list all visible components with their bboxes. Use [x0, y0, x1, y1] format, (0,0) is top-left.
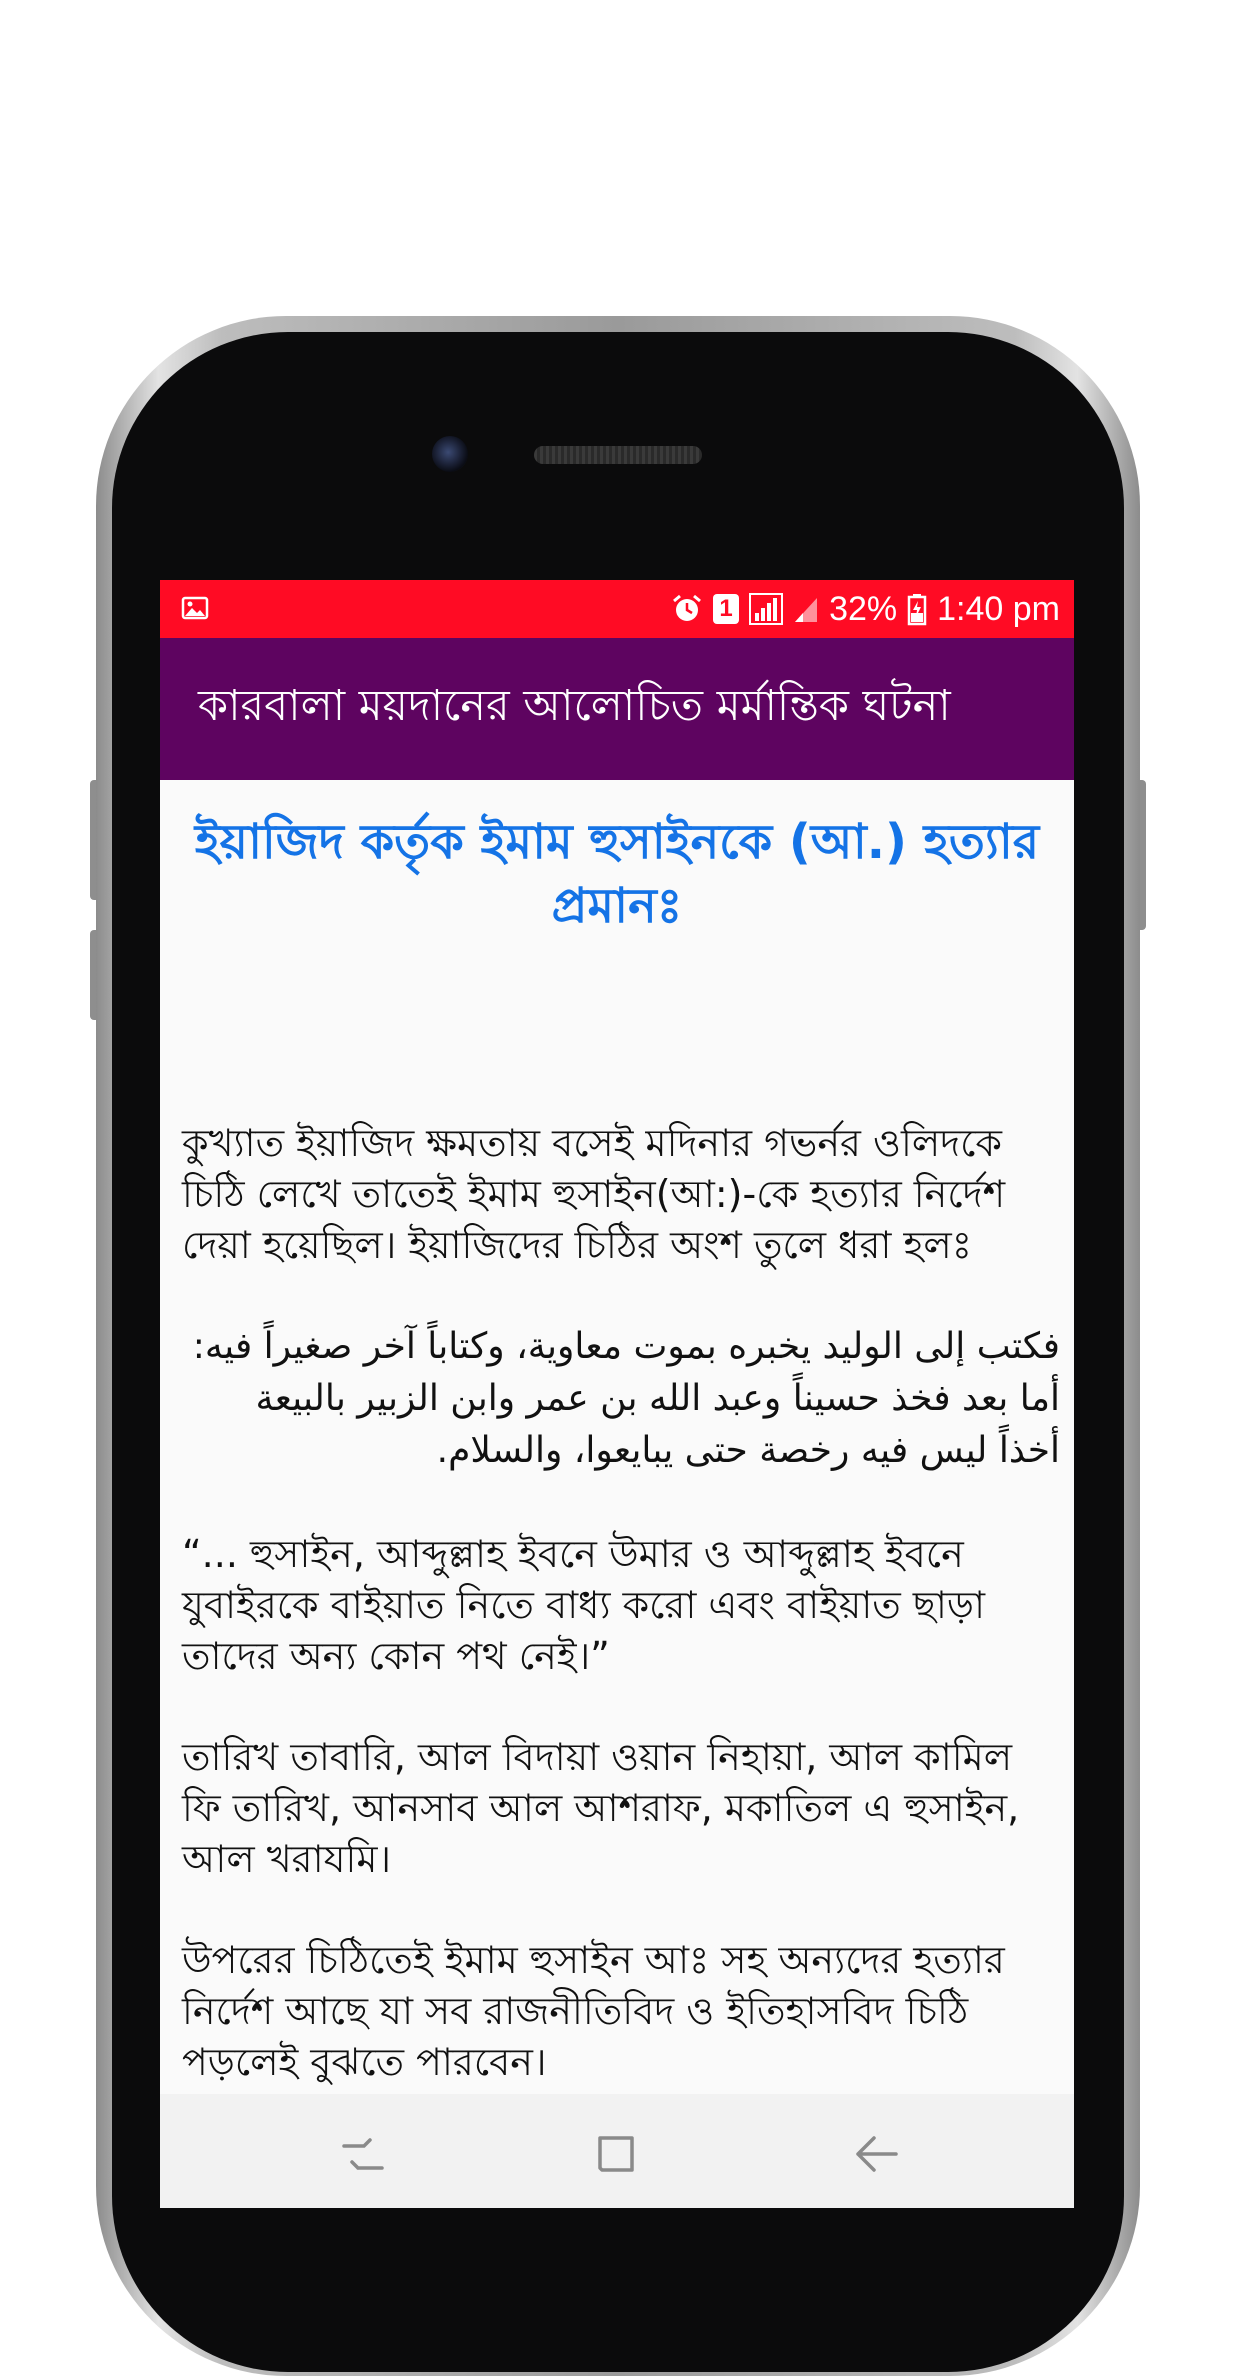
- front-camera: [432, 436, 468, 472]
- app-bar: [160, 638, 1074, 780]
- status-time: 1:40 pm: [937, 589, 1060, 628]
- spacer: [160, 938, 1074, 1118]
- image-icon: [182, 596, 208, 620]
- recent-apps-icon[interactable]: [338, 2128, 390, 2180]
- alarm-icon: [671, 593, 703, 625]
- status-indicators: [671, 580, 1060, 638]
- app-title: কারবালা ময়দানের আলোচিত মর্মান্তিক ঘটনা: [198, 680, 951, 731]
- phone-screen: [160, 580, 1074, 2208]
- spacer: [160, 1271, 1074, 1321]
- intro-paragraph: কুখ্যাত ইয়াজিদ ক্ষমতায় বসেই মদিনার গভর্নর ওলিদকে চিঠি লেখে তাতেই ইমাম হুসাইন(আ:)-কে হত্যার নির্দেশ দেয়া হয়েছিল। ইয়াজিদের চিঠির অংশ তুলে ধরা হলঃ: [182, 1121, 1006, 1267]
- article-content[interactable]: [160, 780, 1074, 2084]
- earpiece-speaker: [534, 446, 702, 464]
- battery-icon: [907, 593, 927, 625]
- article-heading: ইয়াজিদ কর্তৃক ইমাম হুসাইনকে (আ.) হত্যার প্রমানঃ: [194, 814, 1040, 934]
- sim-badge: 1: [713, 594, 739, 624]
- sim1-signal-icon: [749, 593, 783, 625]
- spacer: [160, 1682, 1074, 1732]
- spacer: [160, 1477, 1074, 1529]
- status-bar: [160, 580, 1074, 638]
- sources-paragraph: তারিখ তাবারি, আল বিদায়া ওয়ান নিহায়া, আল কামিল ফি তারিখ, আনসাব আল আশরাফ, মকাতিল এ হুসাইন, আল খরাযমি।: [182, 1735, 1020, 1881]
- bengali-quote: “... হুসাইন, আব্দুল্লাহ ইবনে উমার ও আব্দুল্লাহ ইবনে যুবাইরকে বাইয়াত নিতে বাধ্য করো এবং বাইয়াত ছাড়া তাদের অন্য কোন পথ নেই।”: [182, 1532, 986, 1678]
- arabic-quote: فكتب إلى الوليد يخبره بموت معاوية، وكتاباً آخر صغيراً فيه: أما بعد فخذ حسيناً وعبد الله بن عمر وابن الزبير بالبيعة أخذاً ليس فيه رخصة حتى يبايعوا، والسلام.: [192, 1326, 1060, 1471]
- spacer: [160, 1885, 1074, 1935]
- sim2-signal-icon: [793, 594, 819, 624]
- battery-percent: 32%: [829, 589, 898, 628]
- conclusion-paragraph: উপরের চিঠিতেই ইমাম হুসাইন আঃ সহ অন্যদের হত্যার নির্দেশ আছে যা সব রাজনীতিবিদ ও ইতিহাসবিদ চিঠি পড়লেই বুঝতে পারবেন।: [182, 1938, 1005, 2084]
- navigation-bar: [160, 2094, 1074, 2208]
- back-arrow-icon[interactable]: [850, 2128, 902, 2180]
- home-icon[interactable]: [590, 2128, 642, 2180]
